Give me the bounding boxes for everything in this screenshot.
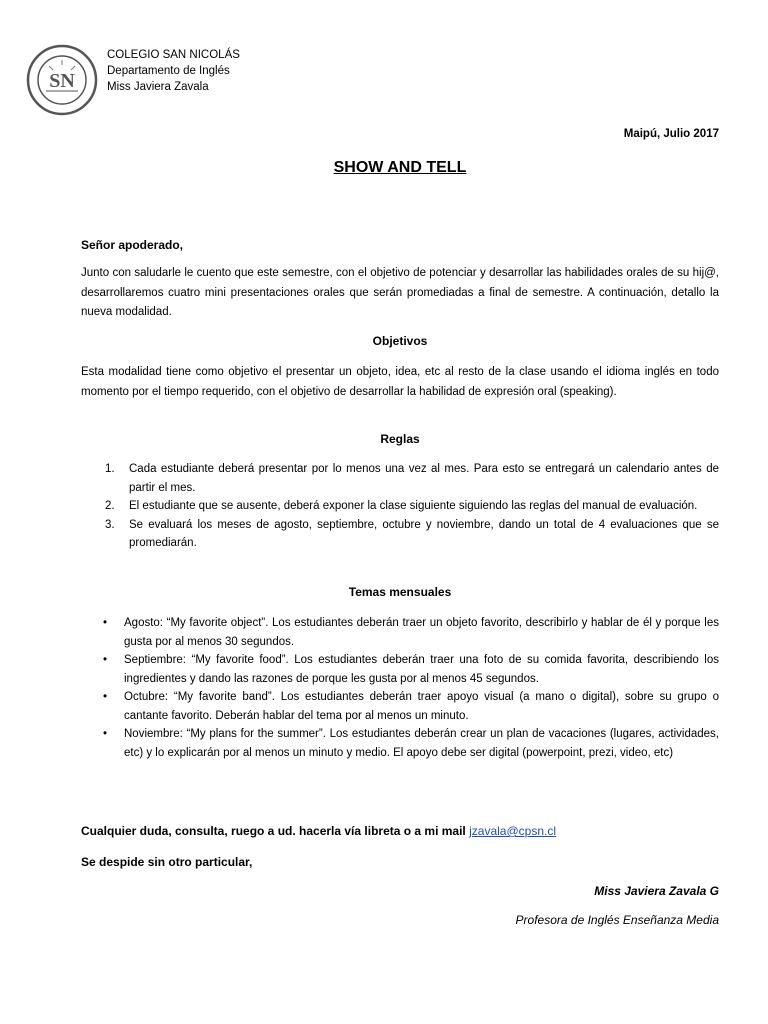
theme-text: Noviembre: “My plans for the summer”. Los estudiantes deberán crear un plan de vacaciones (lugares, actividades, etc) y lo explicarán por al menos un minuto y medio. El apoyo debe ser digital (powerpoint, prezi, video, etc): [124, 728, 719, 759]
bullet-icon: •: [103, 728, 108, 740]
bullet-icon: •: [103, 617, 108, 629]
rule-item: [81, 497, 719, 516]
rule-number: 1.: [105, 463, 115, 475]
rule-number: 2.: [105, 500, 115, 512]
theme-item: [81, 688, 719, 725]
rule-number: 3.: [105, 518, 115, 531]
department-name: Departamento de Inglés: [107, 65, 230, 77]
farewell: Se despide sin otro particular,: [81, 855, 253, 869]
objectives-paragraph: Esta modalidad tiene como objetivo el presentar un objeto, idea, etc al resto de la clase usando el idioma inglés en todo momento por el tiempo requerido, con el objetivo de desarrollar la habilidad de expresión oral (speaking).: [81, 366, 719, 398]
email-link[interactable]: jzavala@cpsn.cl: [469, 824, 556, 838]
rule-text: Se evaluará los meses de agosto, septiembre, octubre y noviembre, dando un total de 4 evaluaciones que se promediarán.: [129, 518, 719, 549]
school-header: [107, 47, 240, 95]
theme-text: Septiembre: “My favorite food”. Los estudiantes deberán traer una foto de su comida favorita, describiendo los ingredientes y dando las razones de porque les gusta por al menos 45 segundos.: [124, 654, 719, 685]
seal-monogram: SN: [49, 70, 75, 92]
document-title: SHOW AND TELL: [333, 159, 467, 176]
closing-line: [81, 824, 556, 838]
salutation: Señor apoderado,: [81, 238, 184, 252]
objectives-heading: Objetivos: [372, 334, 428, 348]
rules-list: [81, 460, 719, 553]
rule-text: Cada estudiante deberá presentar por lo menos una vez al mes. Para esto se entregará un calendario antes de partir el mes.: [129, 463, 719, 494]
theme-item: [81, 651, 719, 688]
intro-paragraph: Junto con saludarle le cuento que este semestre, con el objetivo de potenciar y desarrollar las habilidades orales de su hij@, desarrollaremos cuatro mini presentaciones orales que serán promediadas a final de semestre. A continuación, detallo la nueva modalidad.: [81, 267, 719, 318]
rule-item: [81, 460, 719, 497]
bullet-icon: •: [103, 691, 108, 703]
theme-item: [81, 725, 719, 762]
school-name: COLEGIO SAN NICOLÁS: [107, 49, 240, 61]
rules-heading: Reglas: [380, 432, 420, 446]
school-seal-logo: [26, 44, 98, 116]
themes-heading: Temas mensuales: [348, 585, 452, 599]
theme-text: Agosto: “My favorite object”. Los estudiantes deberán traer un objeto favorito, describirlo y hablar de él y porque les gusta por al menos 30 segundos.: [124, 617, 719, 648]
closing-text: Cualquier duda, consulta, ruego a ud. hacerla vía libreta o a mi mail: [81, 824, 470, 838]
signature-name: Miss Javiera Zavala G: [594, 884, 719, 898]
letter-date: Maipú, Julio 2017: [623, 128, 719, 140]
teacher-name: Miss Javiera Zavala: [107, 81, 209, 93]
bullet-icon: •: [103, 654, 108, 666]
rule-item: [81, 516, 719, 553]
themes-list: [81, 614, 719, 762]
signature-title: Profesora de Inglés Enseñanza Media: [515, 913, 719, 927]
theme-item: [81, 614, 719, 651]
rule-text: El estudiante que se ausente, deberá exponer la clase siguiente siguiendo las reglas del manual de evaluación.: [129, 500, 698, 512]
theme-text: Octubre: “My favorite band”. Los estudiantes deberán traer apoyo visual (a mano o digital), sobre su grupo o cantante favorito. Deberán hablar del tema por al menos un minuto.: [124, 691, 719, 722]
